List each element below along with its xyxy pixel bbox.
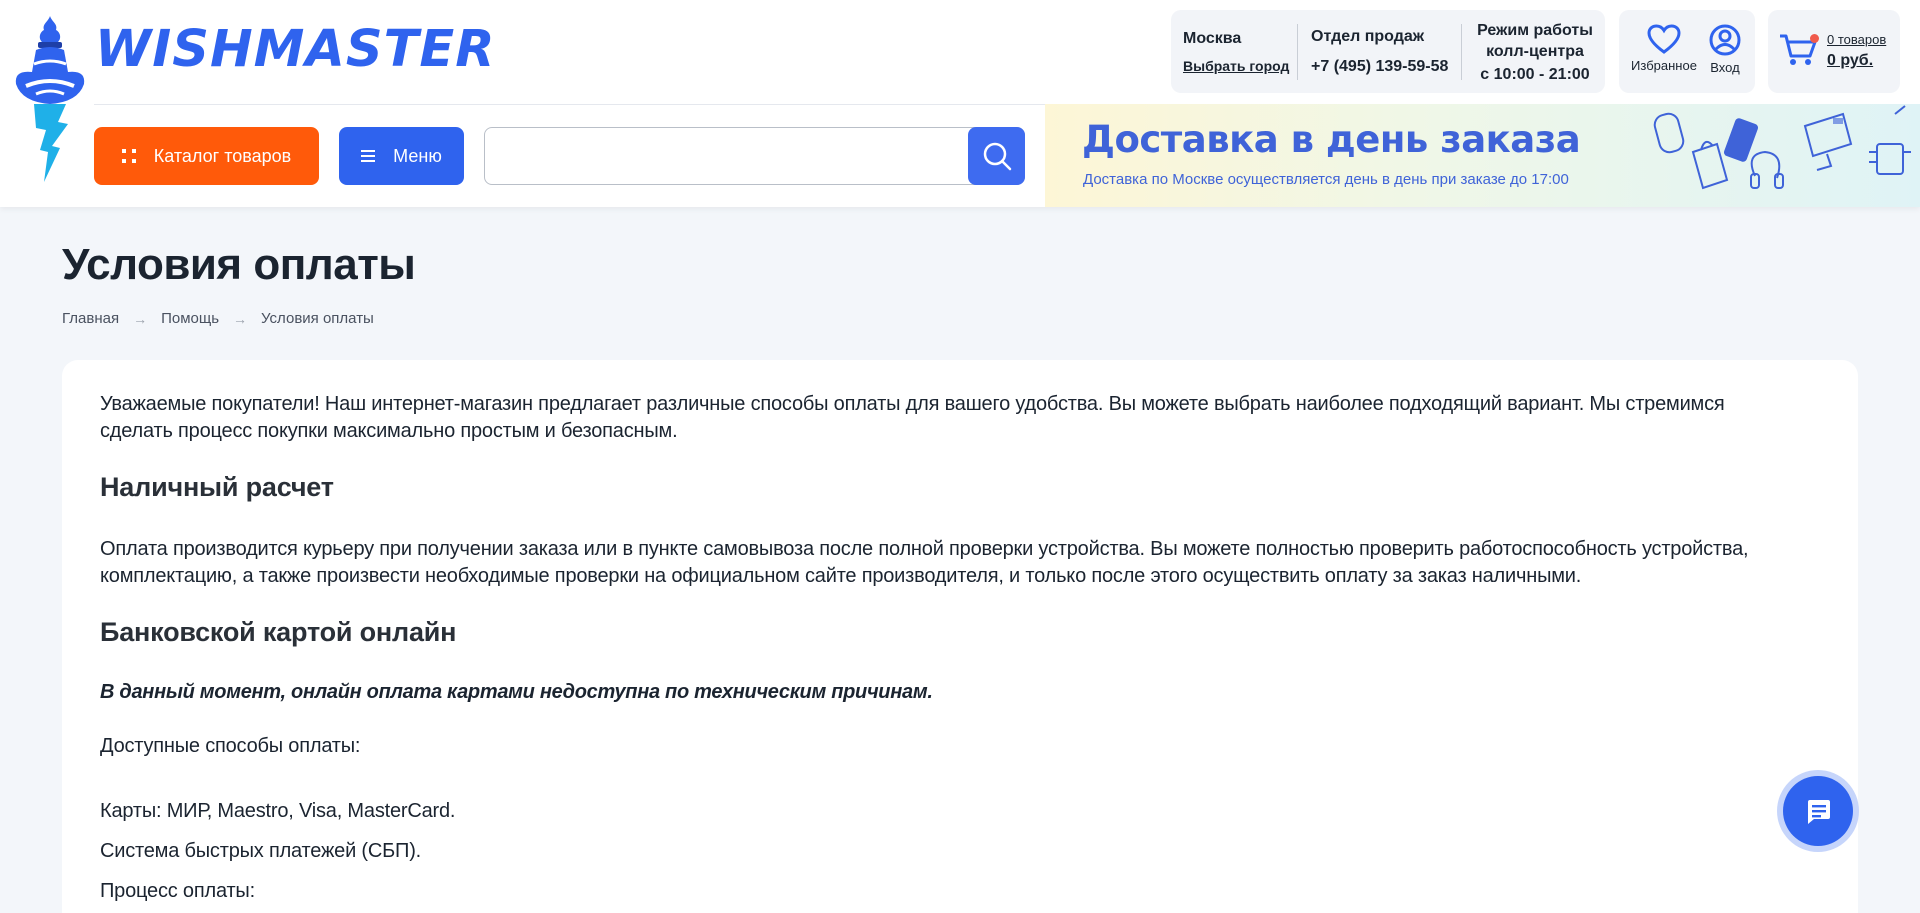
login-label: Вход [1710, 60, 1740, 75]
info-divider [1297, 24, 1298, 80]
sales-title: Отдел продаж [1311, 27, 1425, 45]
info-divider [1461, 24, 1462, 80]
header-divider [94, 104, 1046, 105]
cart-count[interactable]: 0 товаров [1827, 32, 1887, 47]
available-methods-text: Доступные способы оплаты: [100, 735, 361, 757]
chat-icon [1804, 797, 1832, 825]
login-button[interactable] [1703, 24, 1747, 75]
grid-dots-icon [122, 149, 136, 163]
menu-button-label: Меню [393, 145, 442, 166]
intro-text-line1: Уважаемые покупатели! Наш интернет-магазин предлагает различные способы оплаты для вашего удобства. Вы можете выбрать наиболее подходящий вариант. Мы стремимся [100, 393, 1725, 415]
user-actions-box [1619, 10, 1755, 93]
city-block [1183, 10, 1293, 93]
card-warning: В данный момент, онлайн оплата картами недоступна по техническим причинам. [100, 681, 933, 703]
genie-logo-icon[interactable] [12, 14, 88, 190]
content-card [62, 360, 1858, 913]
search-icon [982, 141, 1012, 171]
user-icon [1709, 24, 1741, 56]
banner-title: Доставка в день заказа [1082, 118, 1581, 161]
chat-button[interactable] [1777, 770, 1859, 852]
page-title: Условия оплаты [62, 240, 416, 289]
arrow-right-icon: → [133, 310, 148, 327]
hours-block [1471, 10, 1599, 93]
intro-text-line2: сделать процесс покупки максимально простым и безопасным. [100, 420, 678, 442]
chat-button-inner [1783, 776, 1853, 846]
gadgets-illustration-icon [1605, 104, 1920, 207]
city-name: Москва [1183, 29, 1242, 47]
sbp-text: Система быстрых платежей (СБП). [100, 840, 422, 862]
favorites-label: Избранное [1631, 58, 1697, 73]
cart-box[interactable] [1768, 10, 1900, 93]
hours-value: с 10:00 - 21:00 [1480, 65, 1590, 83]
search-box [484, 127, 1025, 185]
card-online-heading: Банковской картой онлайн [100, 617, 457, 647]
choose-city-link[interactable]: Выбрать город [1183, 57, 1290, 74]
cash-text-line2: комплектацию, а также произвести необходимые проверки на официальном сайте производителя, и только после этого осуществить оплату за заказ наличными. [100, 565, 1582, 587]
process-text: Процесс оплаты: [100, 880, 255, 902]
sales-block [1311, 10, 1461, 93]
catalog-button-label: Каталог товаров [153, 145, 292, 166]
cart-badge [1810, 34, 1819, 43]
search-button[interactable] [968, 127, 1025, 185]
breadcrumb [62, 310, 374, 327]
favorites-button[interactable] [1629, 24, 1699, 73]
site-header [0, 0, 1920, 207]
search-input[interactable] [485, 128, 965, 184]
breadcrumb-home[interactable]: Главная [62, 310, 120, 327]
breadcrumb-help[interactable]: Помощь [161, 310, 220, 327]
delivery-banner[interactable] [1045, 104, 1920, 207]
contact-info-box [1171, 10, 1605, 93]
cash-text-line1: Оплата производится курьеру при получении заказа или в пункте самовывоза после полной проверки устройства. Вы можете полностью проверить работоспособность устройства, [100, 538, 1749, 560]
hours-title-line2: колл-центра [1486, 42, 1584, 60]
menu-button[interactable] [339, 127, 464, 185]
hamburger-icon [361, 150, 375, 162]
breadcrumb-current: Условия оплаты [261, 310, 374, 327]
logo-text[interactable]: WISHMASTER [95, 20, 496, 79]
cart-sum[interactable]: 0 руб. [1827, 52, 1874, 69]
sales-phone[interactable]: +7 (495) 139-59-58 [1311, 57, 1449, 75]
cash-heading: Наличный расчет [100, 472, 334, 502]
heart-icon [1647, 24, 1681, 54]
hours-title-line1: Режим работы [1477, 21, 1593, 39]
banner-subtitle: Доставка по Москве осуществляется день в день при заказе до 17:00 [1083, 171, 1569, 188]
arrow-right-icon: → [233, 310, 248, 327]
catalog-button[interactable] [94, 127, 319, 185]
cards-text: Карты: МИР, Maestro, Visa, MasterCard. [100, 800, 456, 822]
